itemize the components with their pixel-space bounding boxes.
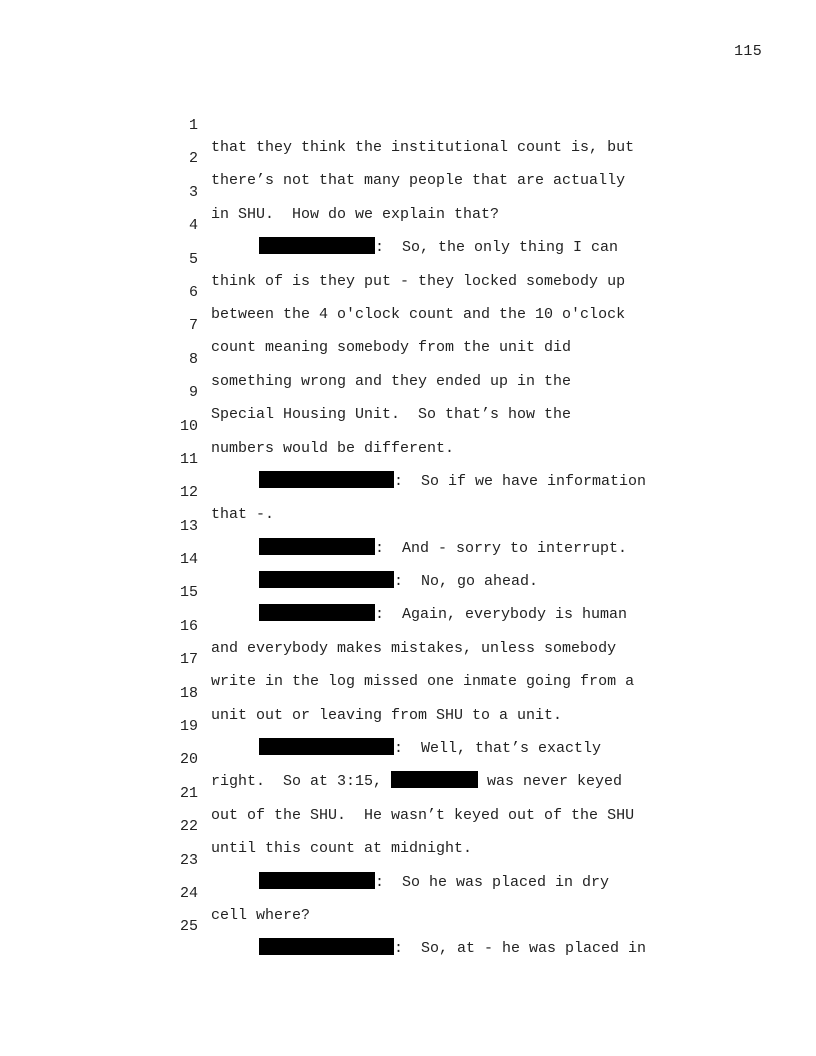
line-text: : So he was placed in dry <box>375 873 610 891</box>
transcript-line-12 <box>170 460 690 524</box>
line-number: 1 <box>188 117 198 134</box>
line-text: out of the SHU. He wasn’t keyed out of the SHU <box>211 806 635 824</box>
line-text: : So, at - he was placed in <box>394 940 647 958</box>
line-text: : No, go ahead. <box>394 573 539 591</box>
transcript-line-4 <box>170 193 690 257</box>
line-text: until this count at midnight. <box>211 840 473 858</box>
line-number: 24 <box>179 884 198 902</box>
line-text: unit out or leaving from SHU to a unit. <box>211 706 563 724</box>
transcript-body <box>170 93 690 958</box>
line-text: : And - sorry to interrupt. <box>375 539 628 557</box>
line-text: write in the log missed one inmate going from a <box>211 673 635 691</box>
line-number: 12 <box>179 484 198 502</box>
line-number: 7 <box>188 317 198 335</box>
line-number: 5 <box>188 250 198 268</box>
line-number: 21 <box>179 784 198 802</box>
transcript-line-20 <box>170 727 690 791</box>
line-number: 22 <box>179 818 198 836</box>
line-text: something wrong and they ended up in the <box>211 372 572 390</box>
transcript-line-14 <box>170 527 690 591</box>
line-number: 13 <box>179 517 198 535</box>
line-number: 3 <box>188 183 198 201</box>
line-text: : So, the only thing I can <box>375 239 619 257</box>
transcript-line-19 <box>170 694 690 758</box>
line-number: 18 <box>179 684 198 702</box>
transcript-line-1 <box>170 93 690 156</box>
line-number: 15 <box>179 584 198 602</box>
transcript-line-18 <box>170 661 690 724</box>
transcript-line-13 <box>170 494 690 557</box>
line-text: was never keyed <box>478 773 623 791</box>
transcript-line-7 <box>170 293 690 357</box>
transcript-line-25 <box>170 894 690 958</box>
transcript-line-8 <box>170 327 690 390</box>
line-number: 11 <box>179 450 198 468</box>
line-text: between the 4 o'clock count and the 10 o'clock <box>211 305 626 323</box>
line-number: 16 <box>179 617 198 635</box>
line-text: that they think the institutional count is, but <box>211 139 635 156</box>
transcript-line-23 <box>170 828 690 891</box>
line-number: 4 <box>188 217 198 235</box>
transcript-line-15 <box>170 560 690 624</box>
transcript-line-17 <box>170 627 690 691</box>
line-number: 20 <box>179 751 198 769</box>
line-text: there’s not that many people that are actually <box>211 172 626 190</box>
line-text: in SHU. How do we explain that? <box>211 205 500 223</box>
line-text: cell where? <box>211 906 311 924</box>
line-number: 25 <box>179 918 198 936</box>
line-text: : So if we have information <box>394 472 647 490</box>
line-number: 17 <box>179 651 198 669</box>
transcript-line-11 <box>170 427 690 490</box>
line-text: right. So at 3:15, <box>211 773 392 791</box>
line-number: 23 <box>179 851 198 869</box>
line-number: 10 <box>179 417 198 435</box>
line-number: 6 <box>188 283 198 301</box>
redaction-bar <box>259 938 394 955</box>
line-text: : Well, that’s exactly <box>394 740 602 758</box>
line-text: that -. <box>211 506 275 524</box>
line-number: 2 <box>188 150 198 168</box>
line-text: and everybody makes mistakes, unless somebody <box>211 639 617 657</box>
transcript-line-10 <box>170 394 690 457</box>
line-number: 8 <box>188 350 198 368</box>
transcript-line-24 <box>170 861 690 924</box>
transcript-line-5 <box>170 227 690 290</box>
transcript-line-2 <box>170 126 690 190</box>
page-number: 115 <box>734 43 762 60</box>
line-text: count meaning somebody from the unit did <box>211 339 572 357</box>
transcript-line-6 <box>170 260 690 323</box>
transcript-line-16 <box>170 594 690 657</box>
transcript-line-9 <box>170 360 690 424</box>
line-text: : Again, everybody is human <box>375 606 628 624</box>
transcript-line-3 <box>170 160 690 223</box>
line-text: think of is they put - they locked somebody up <box>211 272 626 290</box>
line-number: 19 <box>179 718 198 736</box>
line-text: Special Housing Unit. So that’s how the <box>211 406 572 424</box>
line-number: 14 <box>179 551 198 569</box>
transcript-line-22 <box>170 794 690 858</box>
line-number: 9 <box>188 384 198 402</box>
line-text: numbers would be different. <box>211 439 455 457</box>
transcript-line-21 <box>170 761 690 824</box>
